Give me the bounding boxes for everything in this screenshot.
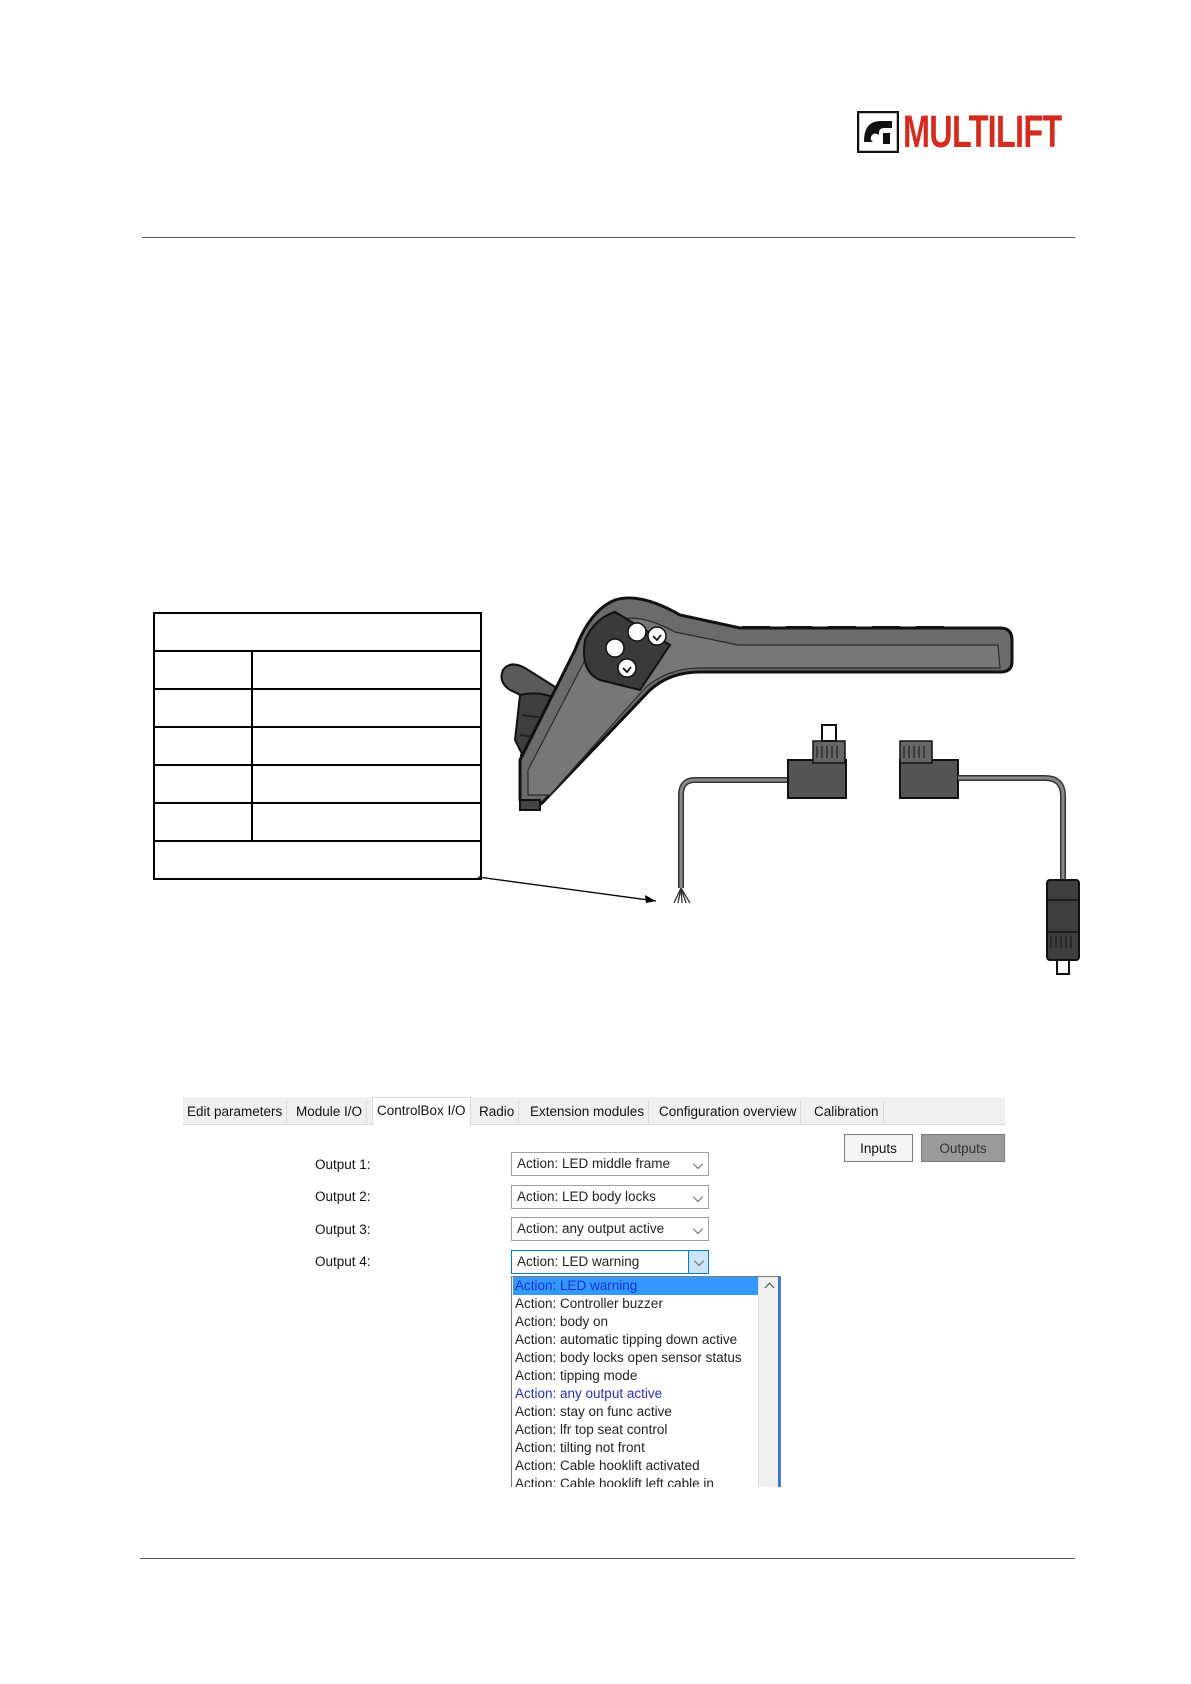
chevron-down-icon bbox=[693, 1192, 703, 1202]
chevron-down-icon bbox=[693, 1224, 703, 1234]
output-2-select[interactable] bbox=[511, 1185, 709, 1209]
outputs-button[interactable]: Outputs bbox=[921, 1134, 1005, 1162]
output-4-dropdown-list[interactable] bbox=[511, 1276, 781, 1487]
tab-radio[interactable]: Radio bbox=[475, 1101, 519, 1123]
chevron-down-icon bbox=[693, 1159, 703, 1169]
logo-wordmark: MULTILIFT bbox=[903, 106, 1062, 157]
dropdown-option[interactable]: Action: tilting not front bbox=[515, 1440, 645, 1455]
tab-bar bbox=[183, 1097, 1005, 1125]
output-4-select[interactable] bbox=[511, 1250, 709, 1274]
tab-extension-modules[interactable]: Extension modules bbox=[526, 1101, 649, 1123]
panel-button-icon bbox=[648, 627, 666, 645]
dropdown-option[interactable]: Action: tipping mode bbox=[515, 1368, 638, 1383]
right-cable bbox=[900, 741, 1079, 974]
tab-module-io[interactable]: Module I/O bbox=[292, 1101, 367, 1123]
m12-connector-icon bbox=[1047, 880, 1079, 960]
dropdown-option[interactable]: Action: body locks open sensor status bbox=[515, 1350, 742, 1365]
output-3-select[interactable] bbox=[511, 1217, 709, 1241]
inputs-button[interactable]: Inputs bbox=[844, 1134, 913, 1162]
panel-button-icon bbox=[618, 659, 636, 677]
left-connector-icon bbox=[788, 760, 846, 798]
output-3-value: Action: any output active bbox=[517, 1221, 665, 1236]
left-cable bbox=[674, 725, 846, 903]
output-2-value: Action: LED body locks bbox=[517, 1189, 656, 1204]
output-3-label: Output 3: bbox=[315, 1222, 371, 1237]
output-1-value: Action: LED middle frame bbox=[517, 1156, 671, 1171]
dropdown-option[interactable]: Action: body on bbox=[515, 1314, 609, 1329]
dropdown-scrollbar[interactable] bbox=[758, 1277, 780, 1487]
panel-button-icon bbox=[628, 623, 646, 641]
dropdown-option[interactable]: Action: Controller buzzer bbox=[515, 1296, 663, 1311]
software-screenshot bbox=[183, 1097, 1005, 1487]
tab-edit-parameters[interactable]: Edit parameters bbox=[183, 1101, 287, 1123]
output-4-value: Action: LED warning bbox=[517, 1254, 640, 1269]
dropdown-option[interactable]: Action: Cable hooklift activated bbox=[515, 1458, 700, 1473]
dropdown-option[interactable]: Action: automatic tipping down active bbox=[515, 1332, 738, 1347]
tab-controlbox-io[interactable]: ControlBox I/O bbox=[372, 1097, 471, 1126]
panel-button-icon bbox=[606, 639, 624, 657]
dropdown-option[interactable]: Action: Cable hooklift left cable in bbox=[515, 1476, 714, 1487]
dropdown-option[interactable]: Action: any output active bbox=[515, 1386, 663, 1401]
tab-calibration[interactable]: Calibration bbox=[810, 1101, 884, 1123]
tab-configuration-overview[interactable]: Configuration overview bbox=[655, 1101, 801, 1123]
output-1-label: Output 1: bbox=[315, 1157, 371, 1172]
right-connector-icon bbox=[900, 760, 958, 798]
output-4-label: Output 4: bbox=[315, 1254, 371, 1269]
dropdown-option[interactable]: Action: LED warning bbox=[513, 1277, 762, 1295]
dropdown-option[interactable]: Action: lfr top seat control bbox=[515, 1422, 668, 1437]
chevron-down-icon bbox=[694, 1256, 704, 1266]
pointer-arrow bbox=[478, 877, 656, 901]
output-2-label: Output 2: bbox=[315, 1189, 371, 1204]
dropdown-option[interactable]: Action: stay on func active bbox=[515, 1404, 672, 1419]
output-1-select[interactable] bbox=[511, 1152, 709, 1176]
footer-rule bbox=[140, 1558, 1075, 1559]
dropdown-toggle[interactable] bbox=[688, 1251, 708, 1273]
chevron-up-icon[interactable] bbox=[765, 1283, 775, 1293]
